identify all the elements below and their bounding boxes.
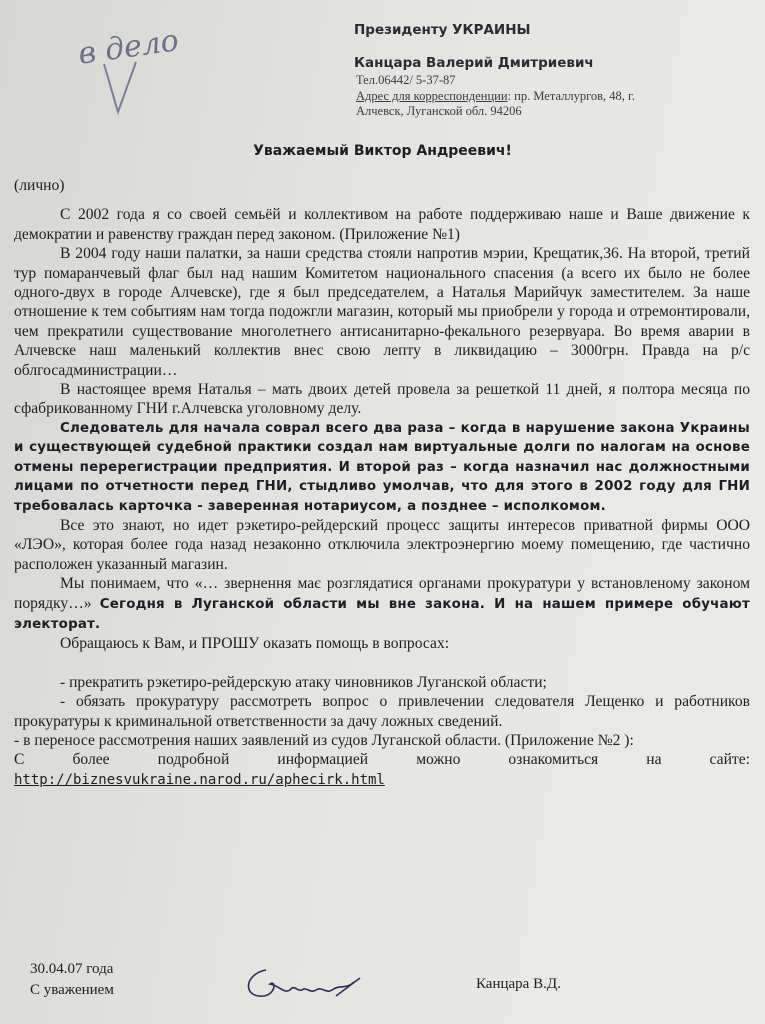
address-line2: Алчевск, Луганской обл. 94206 [356, 104, 522, 118]
letter-date: 30.04.07 года [30, 961, 114, 977]
paragraph-6-quote: Мы понимаем, что «… звернення має розглядатися органами прокуратури у встановленому законом порядку…» [14, 575, 750, 612]
pencil-checkmark-icon [100, 60, 140, 120]
addressee: Президенту УКРАИНЫ [354, 22, 531, 38]
paragraph-5: Все это знают, но идет рэкетиро-рейдерский процесс защиты интересов приватной фирмы ООО «ЛЭО», которая более года назад незаконно отключила электроэнергию моему помещению, где частично расположен указанный магазин. [14, 516, 750, 573]
website-link[interactable]: http://biznesvukraine.narod.ru/aphecirk.html [14, 771, 385, 788]
paragraph-6-bold: Сегодня в Луганской области мы вне закона. И на нашем примере обучают электорат. [14, 596, 750, 632]
letter-body [14, 176, 750, 790]
personal-mark: (лично) [14, 177, 65, 194]
sender-address [356, 89, 635, 104]
sender-phone: Тел.06442/ 5-37-87 [356, 73, 456, 87]
more-info: С более подробной информацией можно ознакомиться на сайте: [14, 751, 750, 769]
paragraph-6 [14, 574, 750, 634]
closing-phrase: С уважением [30, 982, 114, 998]
request-item-3: - в переносе рассмотрения наших заявлений из судов Луганской области. (Приложение №2 ): [14, 731, 634, 749]
handwritten-note: в дело [76, 23, 181, 72]
paragraph-4: Следователь для начала соврал всего два раза – когда в нарушение закона Украины и существующей судебной практики создал нам виртуальные долги по налогам на основе отмены перерегистрации предприятия. И второй раз – когда назначил нас должностными лицами по отчетности перед ГНИ, стыдливо умолчав, что для этого в 2002 году для ГНИ требовалась карточка - заверенная нотариусом, а позднее – исполкомом. [14, 420, 750, 514]
salutation: Уважаемый Виктор Андреевич! [253, 143, 512, 159]
request-item-2: - обязать прокуратуру рассмотреть вопрос о привлечении следователя Лещенко и работников прокуратуры к криминальной ответственности за дачу ложных сведений. [14, 693, 750, 730]
address-label: Адрес для корреспонденции [356, 89, 508, 103]
paragraph-1: С 2002 года я со своей семьёй и коллективом на работе поддерживаю наше и Ваше движение к демократии и равенству граждан перед законом. (Приложение №1) [14, 206, 750, 243]
signature-image [236, 960, 376, 1008]
request-item-1: - прекратить рэкетиро-рейдерскую атаку чиновников Луганской области; [60, 673, 547, 691]
sender-name: Канцара Валерий Дмитриевич [354, 55, 594, 71]
paragraph-2: В 2004 году наши палатки, за наши средства стояли напротив мэрии, Крещатик,36. На второй, третий тур помаранчевый флаг был над нашим Комитетом национального спасения (а всего их было не более одного-двух в городе Алчевске), где я был председателем, а Наталья Марийчук заместителем. За наше отношение к тем событиям нам тогда подожгли магазин, который мы приобрели у города и отремонтировали, чем прекратили существование многолетнего антисанитарно-фекального резервуара. Во время аварии в Алчевске наш маленький коллектив внес свою лепту в ликвидацию – 3000грн. Правда на р/с облгосадминистрации… [14, 245, 750, 379]
paragraph-7: Обращаюсь к Вам, и ПРОШУ оказать помощь в вопросах: [60, 635, 450, 653]
sender-signature-name: Канцара В.Д. [476, 976, 561, 992]
paragraph-3: В настоящее время Наталья – мать двоих детей провела за решеткой 11 дней, я полтора месяца по сфабрикованному ГНИ г.Алчевска уголовному делу. [14, 381, 750, 418]
address-line1: : пр. Металлургов, 48, г. [507, 89, 635, 103]
